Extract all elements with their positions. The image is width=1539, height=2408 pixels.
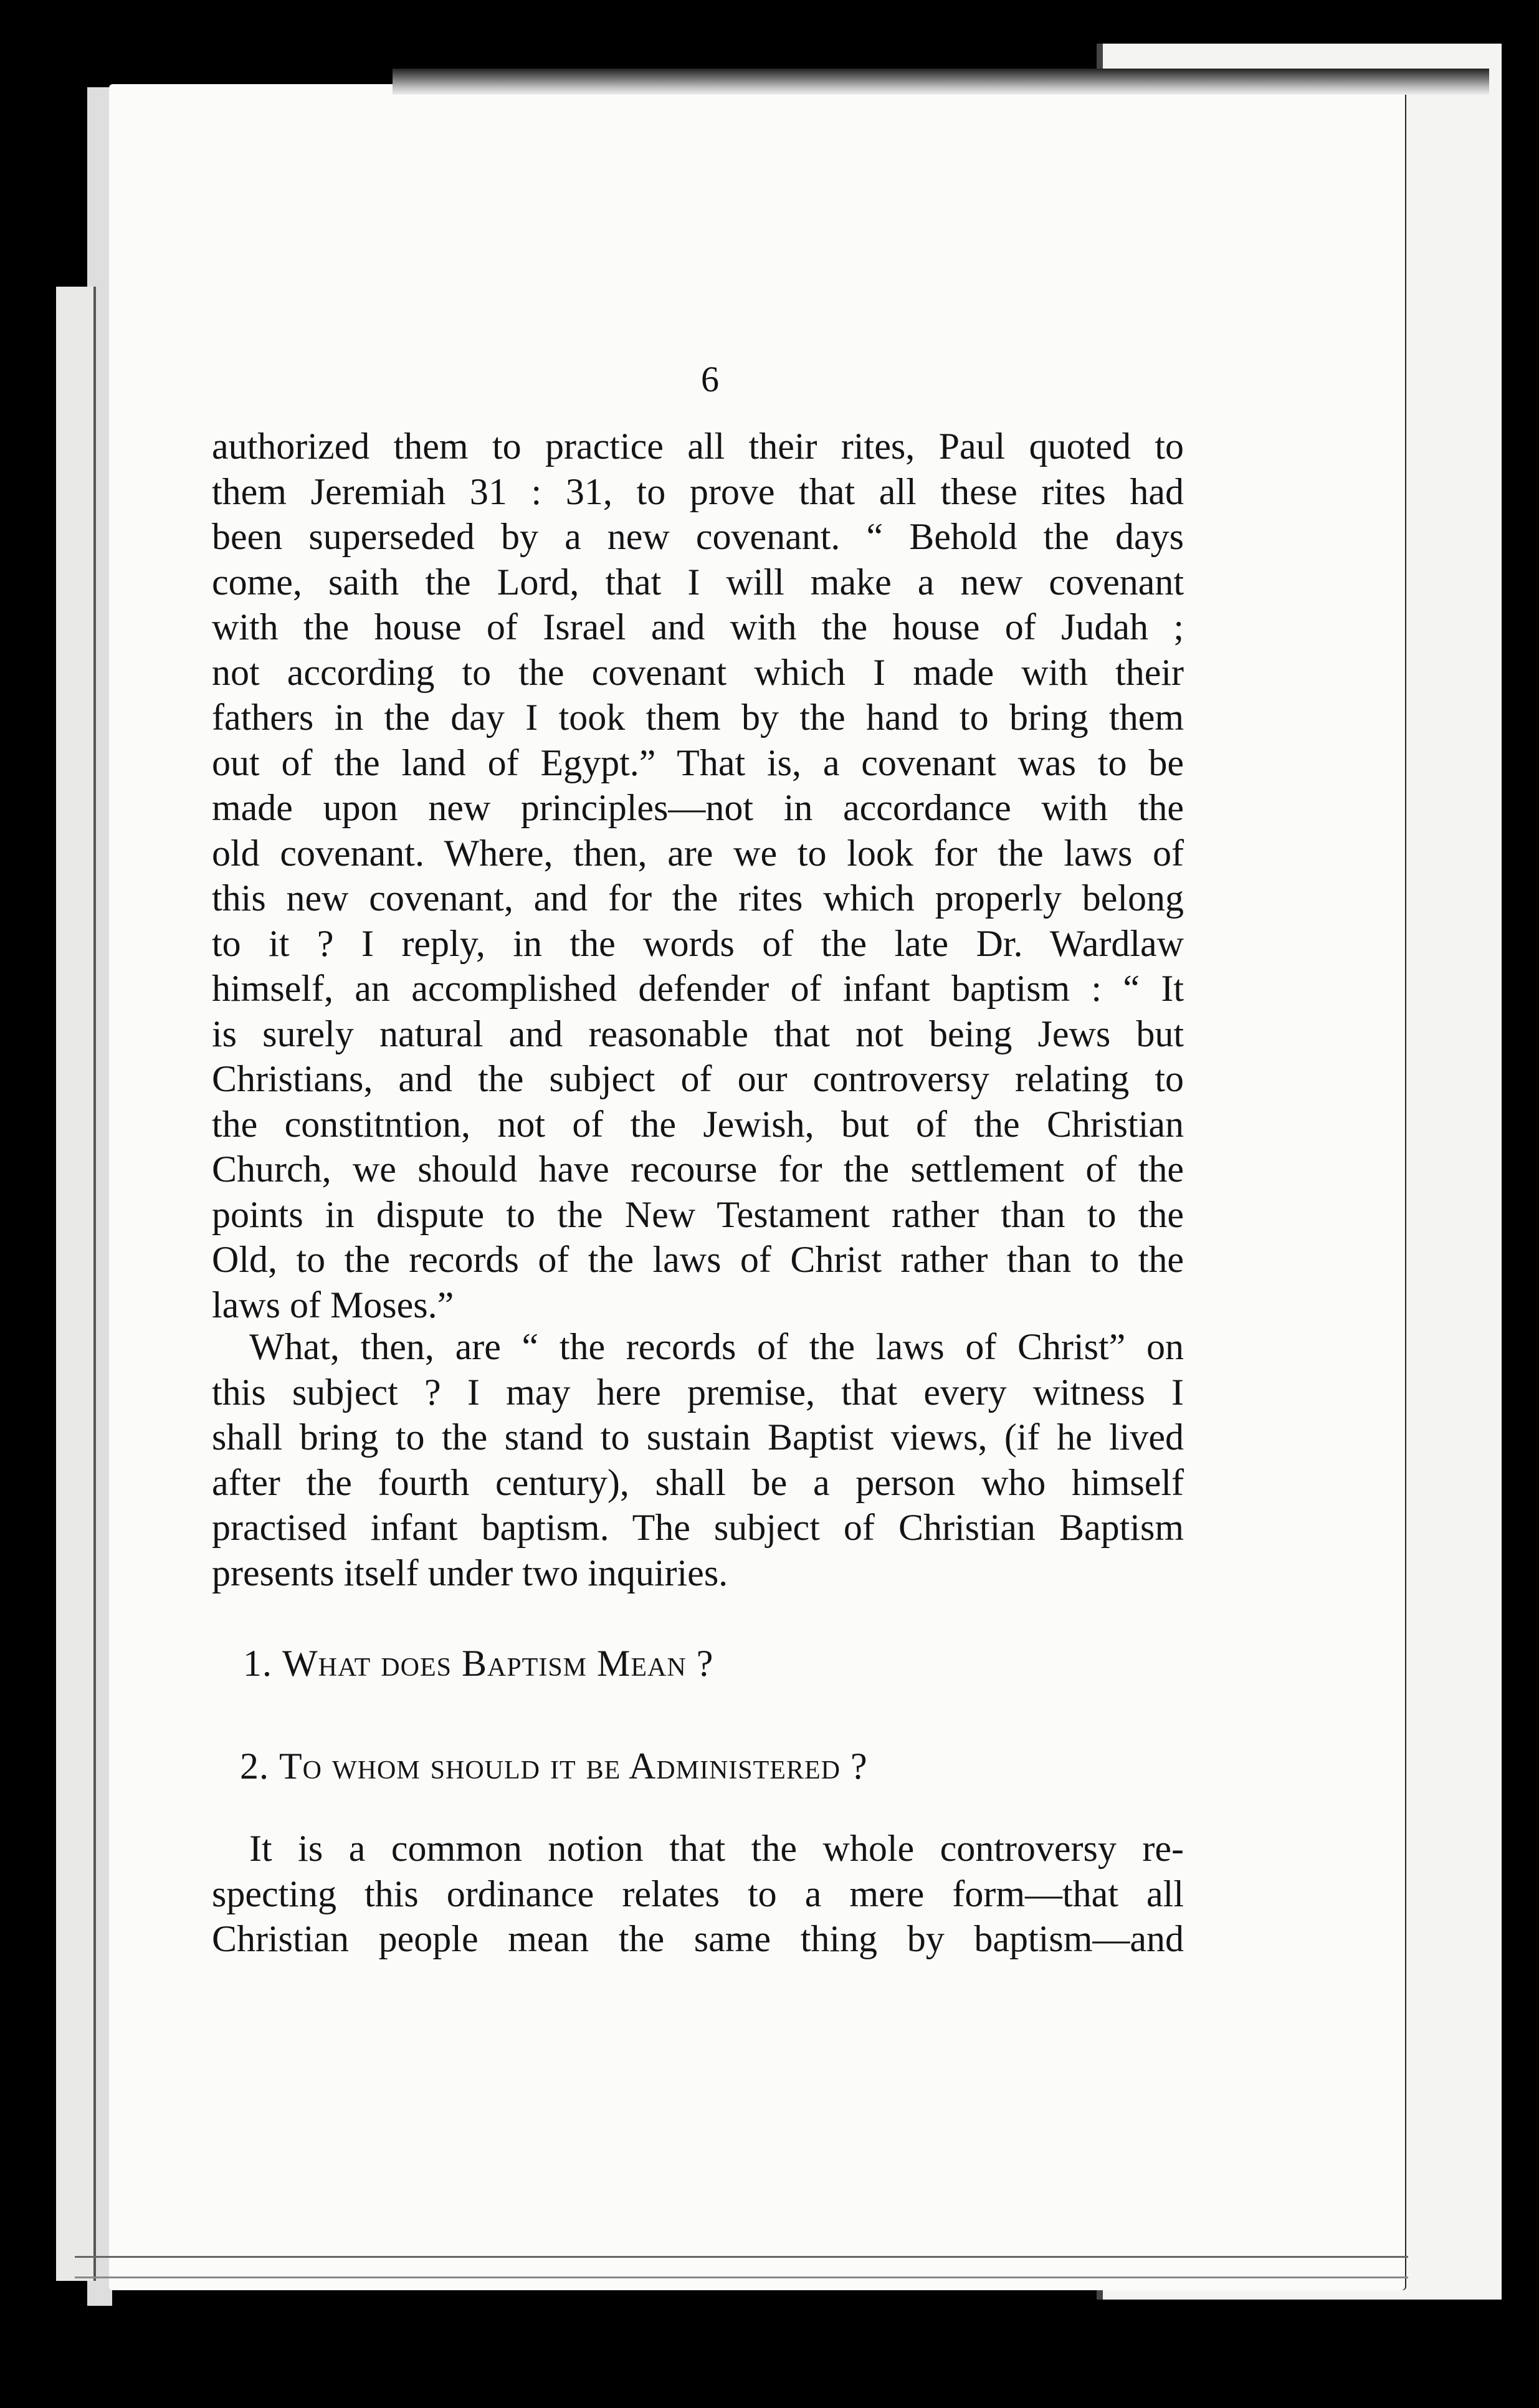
text-line: specting this ordinance relates to a mere form—that all <box>212 1873 1184 1914</box>
inquiry-text: What does Baptism Mean ? <box>282 1643 714 1684</box>
text-line: shall bring to the stand to sustain Baptist views, (if he lived <box>212 1417 1184 1458</box>
text-line: out of the land of Egypt.” That is, a covenant was to be <box>212 742 1184 783</box>
text-line: Christian people mean the same thing by baptism—and <box>212 1918 1184 1959</box>
page-top-edge <box>393 69 1489 95</box>
inquiry-heading-1 <box>243 1642 713 1685</box>
text-line: Church, we should have recourse for the settlement of the <box>212 1149 1184 1190</box>
text-line: Old, to the records of the laws of Christ rather than to the <box>212 1239 1184 1280</box>
text-line: fathers in the day I took them by the hand to bring them <box>212 697 1184 738</box>
text-line: points in dispute to the New Testament rather than to the <box>212 1193 1184 1235</box>
page-number: 6 <box>701 359 719 399</box>
text-line: to it ? I reply, in the words of the late Dr. Wardlaw <box>212 922 1184 964</box>
page-bottom-edge <box>75 2256 1408 2278</box>
text-line: come, saith the Lord, that I will make a new covenant <box>212 561 1184 603</box>
text-line: himself, an accomplished defender of infant baptism : “ It <box>212 968 1184 1009</box>
text-line: What, then, are “ the records of the laws of Christ” on <box>249 1326 1184 1367</box>
text-line: authorized them to practice all their rites, Paul quoted to <box>212 426 1184 467</box>
left-page-edge <box>56 287 96 2281</box>
text-line: with the house of Israel and with the house of Judah ; <box>212 606 1184 647</box>
paragraph-common-notion <box>212 1826 1184 1962</box>
text-line: made upon new principles—not in accordance with the <box>212 787 1184 828</box>
text-line: Christians, and the subject of our controversy relating to <box>212 1058 1184 1099</box>
inquiry-heading-2 <box>240 1745 868 1788</box>
inquiry-number: 2. <box>240 1746 269 1787</box>
text-line: It is a common notion that the whole controversy re- <box>249 1828 1184 1869</box>
text-line: old covenant. Where, then, are we to look for the laws of <box>212 832 1184 874</box>
text-line: after the fourth century), shall be a person who himself <box>212 1461 1184 1503</box>
paragraph-old-covenant <box>212 424 1184 1327</box>
text-line: presents itself under two inquiries. <box>212 1552 728 1593</box>
text-line: this new covenant, and for the rites which properly belong <box>212 877 1184 919</box>
inquiry-text: To whom should it be Administered ? <box>279 1746 868 1787</box>
text-line: is surely natural and reasonable that not being Jews but <box>212 1013 1184 1054</box>
text-line: not according to the covenant which I made with their <box>212 651 1184 693</box>
text-line: them Jeremiah 31 : 31, to prove that all these rites had <box>212 471 1184 512</box>
text-line: the constitntion, not of the Jewish, but of the Christian <box>212 1103 1184 1145</box>
text-line: this subject ? I may here premise, that every witness I <box>212 1371 1184 1413</box>
text-line: been superseded by a new covenant. “ Behold the days <box>212 516 1184 557</box>
inquiry-number: 1. <box>243 1643 272 1684</box>
text-line: laws of Moses.” <box>212 1284 454 1326</box>
paragraph-records-of-laws <box>212 1324 1184 1595</box>
text-line: practised infant baptism. The subject of Christian Baptism <box>212 1507 1184 1548</box>
